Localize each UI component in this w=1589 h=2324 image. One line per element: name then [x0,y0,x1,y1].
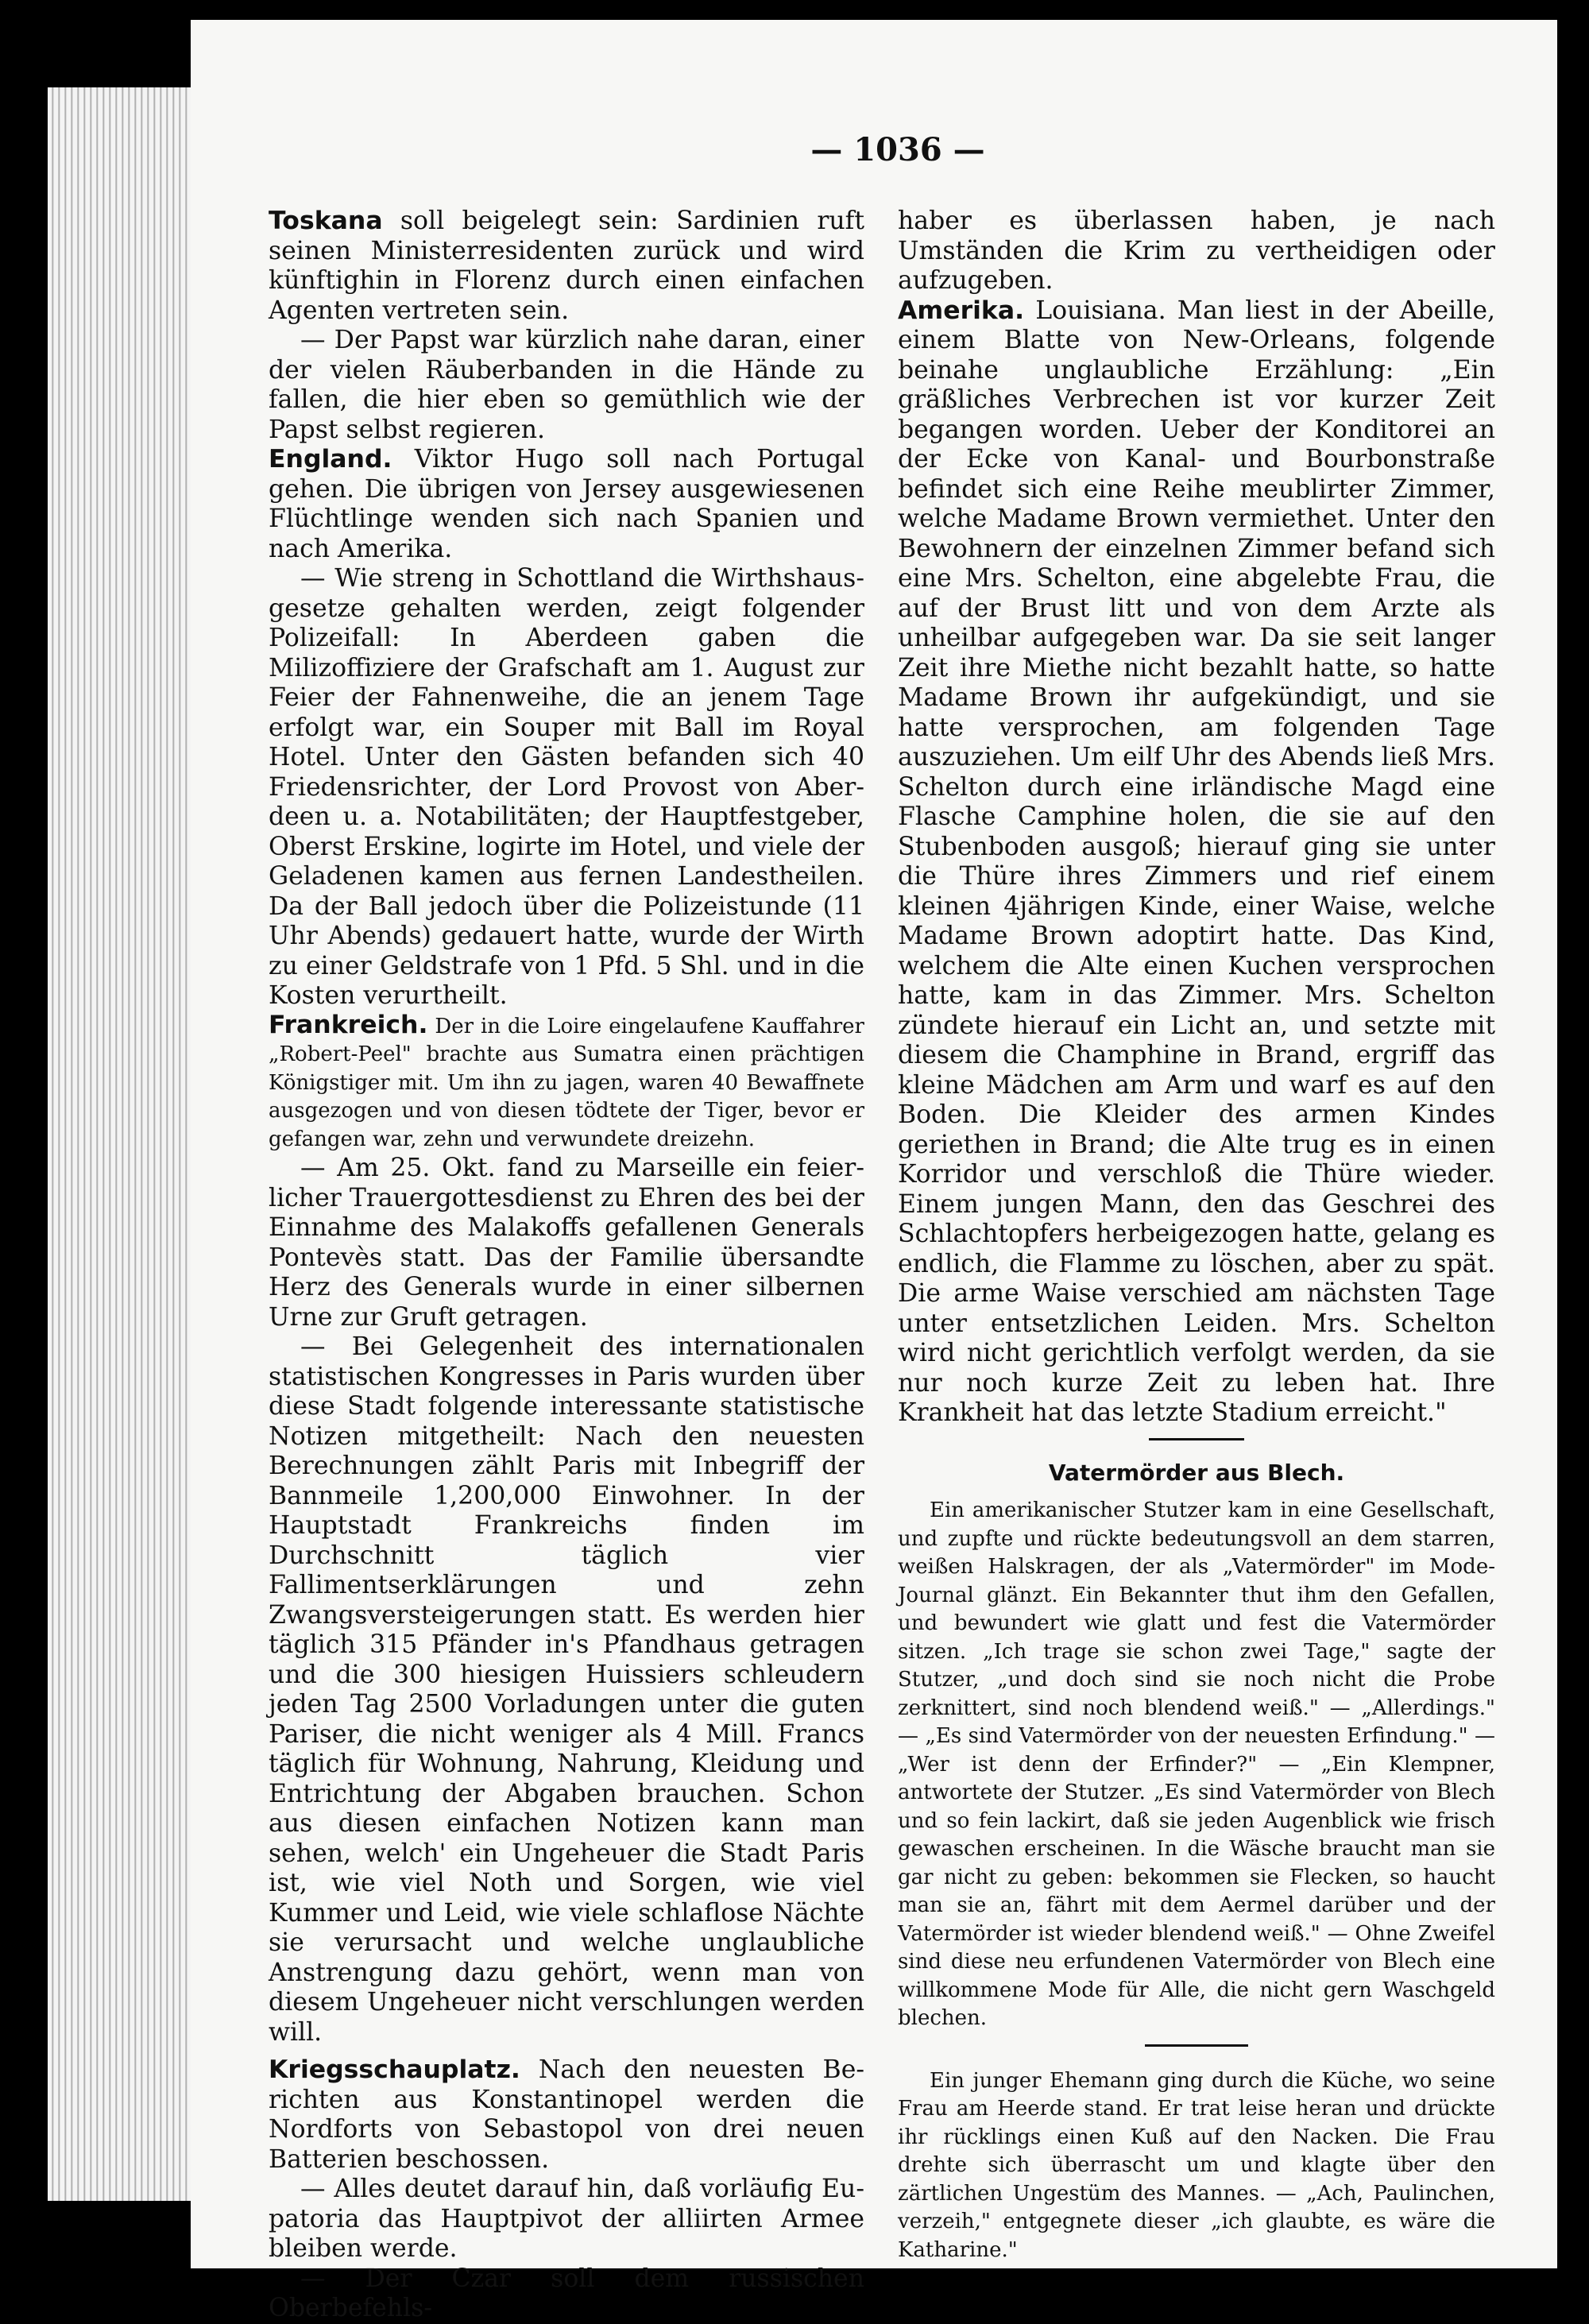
paragraph-marseille: — Am 25. Okt. fand zu Marseille ein feierlicher Trauergottesdienst zu Ehren des bei der Einnahme des Malakoffs gefallenen Generals Pontevès statt. Das der Familie übersandte Herz des Generals wurde in einer silbernen Urne zur Gruft getragen. [269,1154,864,1332]
page-number: — 1036 — [810,131,985,168]
paragraph-toskana: Toskana soll beigelegt sein: Sardinien ruft seinen Ministerresidenten zurück und wird künftighin in Florenz durch einen einfachen Agenten vertreten sein. [269,207,864,325]
scan-background-right [1557,0,1589,2307]
paragraph-england: England. Viktor Hugo soll nach Portugal gehen. Die übrigen von Jersey ausgewiesenen Flüchtlinge wenden sich nach Spanien und nach Amerika. [269,445,864,563]
lead-toskana: Toskana [269,207,383,235]
paragraph-vatermoerder: Ein amerikanischer Stutzer kam in eine Gesellschaft, und zupfte und rückte bedeutungsvoll an dem starren, weißen Halskragen, der als „Vatermörder" im Mode-Journal glänzt. Ein Bekannter thut ihm den Gefallen, und bewundert wie glatt und fest die Vatermörder sitzen. „Ich trage sie schon zwei Tage," sagte der Stutzer, „und doch sind sie noch nicht die Probe zerknittert, sind noch blendend weiß." — „Allerdings." — „Es sind Vatermörder von der neuesten Erfindung." — „Wer ist denn der Erfinder?" — „Ein Klempner, antwortete der Stutzer. „Es sind Vatermörder von Blech und so fein lackirt, daß sie jeden Augenblick wie frisch gewaschen erscheinen. In die Wäsche braucht man sie gar nicht zu geben: bekommen sie Flecken, so haucht man sie an, fährt mit dem Aermel darüber und der Vatermörder ist wieder blendend weiß." — Ohne Zweifel sind diese neu erfundenen Vatermörder von Blech eine willkommene Mode für Alle, die nicht gern Waschgeld blechen. [898,1498,1495,2030]
paragraph-anekdote: Ein junger Ehemann ging durch die Küche, wo seine Frau am Heerde stand. Er trat leise heran und drückte ihr rücklings einen Kuß auf den Nacken. Die Frau drehte sich überrascht um und klagte über den zärtlichen Ungestüm des Mannes. — „Ach, Paulinchen, verzeih," entgegnete dieser „ich glaubte, es wäre die Katharine." [898,2068,1495,2262]
paragraph-frankreich: Frankreich. Der in die Loire eingelaufene Kauffahrer „Robert-Peel" brachte aus Sumatra einen prächtigen Königstiger mit. Um ihn zu jagen, waren 40 Bewaffnete ausgezogen und von diesen tödtete der Tiger, bevor er gefangen war, zehn und verwundete dreizehn. [269,1010,864,1151]
section-divider [1149,1438,1244,1440]
anecdote-divider [1145,2044,1248,2047]
paragraph-amerika: Amerika. Louisiana. Man liest in der Abeille, einem Blatte von New-Orleans, folgende beinahe unglaubliche Erzählung: „Ein gräßliches Verbrechen ist vor kurzer Zeit begangen worden. Ueber der Konditorei an der Ecke von Kanal- und Bourbonstraße befindet sich eine Reihe meublirter Zimmer, welche Madame Brown vermiethet. Unter den Bewohnern der einzelnen Zimmer befand sich eine Mrs. Schelton, eine abgelebte Frau, die auf der Brust litt und von dem Arzte als unheilbar aufgegeben war. Da sie seit langer Zeit ihre Miethe nicht bezahlt hatte, so hatte Madame Brown ihr aufgekündigt, und sie hatte versprochen, am folgenden Tage auszuziehen. Um eilf Uhr des Abends ließ Mrs. Schelton durch eine irländische Magd eine Flasche Camphine holen, die sie auf den Stubenboden ausgoß; hierauf ging sie unter die Thüre ihres Zimmers und rief einem kleinen 4jährigen Kinde, einer Waise, welche Madame Brown adoptirt hatte. Das Kind, welchem die Alte einen Kuchen versprochen hatte, kam in das Zimmer. Mrs. Schelton zündete hierauf ein Licht an, und setzte mit diesem die Champhine in Brand, ergriff das kleine Mädchen am Arm und warf es auf den Boden. Die Kleider des armen Kindes geriethen in Brand; die Alte trug es in einen Korridor und verschloß die Thüre wieder. Einem jungen Mann, den das Geschrei des Schlachtopfers herbeigezogen hatte, gelang es endlich, die Flamme zu löschen, aber zu spät. Die arme Waise verschied am nächsten Tage unter entsetzlichen Leiden. Mrs. Schelton wird nicht gerichtlich verfolgt werden, da sie nur noch kurze Zeit zu leben hat. Ihre Krankheit hat das letzte Stadium erreicht." [898,296,1495,1427]
paragraph-kriegsschauplatz: Kriegsschauplatz. Nach den neuesten Berichten aus Konstantinopel werden die Nordforts von Sebastopol von drei neuen Batterien beschossen. [269,2055,864,2174]
paragraph-krim: haber es überlassen haben, je nach Umständen die Krim zu vertheidigen oder aufzugeben. [898,207,1495,295]
left-column [269,207,864,2324]
paragraph-eupatoria: — Alles deutet darauf hin, daß vorläufig Eupatoria das Hauptpivot der alliirten Armee bleiben werde. [269,2175,864,2263]
book-page-edges [48,87,191,2201]
newspaper-page [191,20,1557,2322]
paragraph-czar: — Der Czar soll dem russischen Oberbefehls- [269,2264,864,2322]
right-column [898,207,1495,2264]
lead-england: England. [269,445,392,474]
paragraph-schottland: — Wie streng in Schottland die Wirthshausgesetze gehalten werden, zeigt folgender Polizeifall: In Aberdeen gaben die Milizoffiziere der Grafschaft am 1. August zur Feier der Fahnenweihe, die an jenem Tage erfolgt war, ein Souper mit Ball im Royal Hotel. Unter den Gästen befanden sich 40 Friedensrichter, der Lord Provost von Aberdeen u. a. Notabilitäten; der Hauptfestgeber, Oberst Erskine, logirte im Hotel, und viele der Geladenen kamen aus fernen Landestheilen. Da der Ball jedoch über die Polizeistunde (11 Uhr Abends) gedauert hatte, wurde der Wirth zu einer Geldstrafe von 1 Pfd. 5 Shl. und in die Kosten verurtheilt. [269,564,864,1010]
scan-background-left [0,0,48,2307]
lead-frankreich: Frankreich. [269,1010,428,1039]
lead-kriegsschauplatz: Kriegsschauplatz. [269,2055,520,2084]
paragraph-papst: — Der Papst war kürzlich nahe daran, einer der vielen Räuberbanden in die Hände zu fallen, die hier eben so gemüthlich wie der Papst selbst regieren. [269,326,864,444]
paragraph-paris-statistik: — Bei Gelegenheit des internationalen statistischen Kongresses in Paris wurden über diese Stadt folgende interessante statistische Notizen mitgetheilt: Nach den neuesten Berechnungen zählt Paris mit Inbegriff der Bannmeile 1,200,000 Einwohner. In der Hauptstadt Frankreichs finden im Durchschnitt täglich vier Fallimentserklärungen und zehn Zwangsversteigerungen statt. Es werden hier täglich 315 Pfänder in's Pfandhaus getragen und die 300 hiesigen Huissiers schleudern jeden Tag 2500 Vorladungen unter die guten Pariser, die nicht weniger als 4 Mill. Francs täglich für Wohnung, Nahrung, Kleidung und Entrichtung der Abgaben brauchen. Schon aus diesen einfachen Notizen kann man sehen, welch' ein Ungeheuer die Stadt Paris ist, wie viel Noth und Sorgen, wie viel Kummer und Leid, wie viele schlaflose Nächte sie verursacht und welche unglaubliche Anstrengung dazu gehört, wenn man von diesem Ungeheuer nicht verschlungen werden will. [269,1332,864,2047]
lead-amerika: Amerika. [898,296,1025,325]
section-title: Vatermörder aus Blech. [1048,1459,1345,1486]
